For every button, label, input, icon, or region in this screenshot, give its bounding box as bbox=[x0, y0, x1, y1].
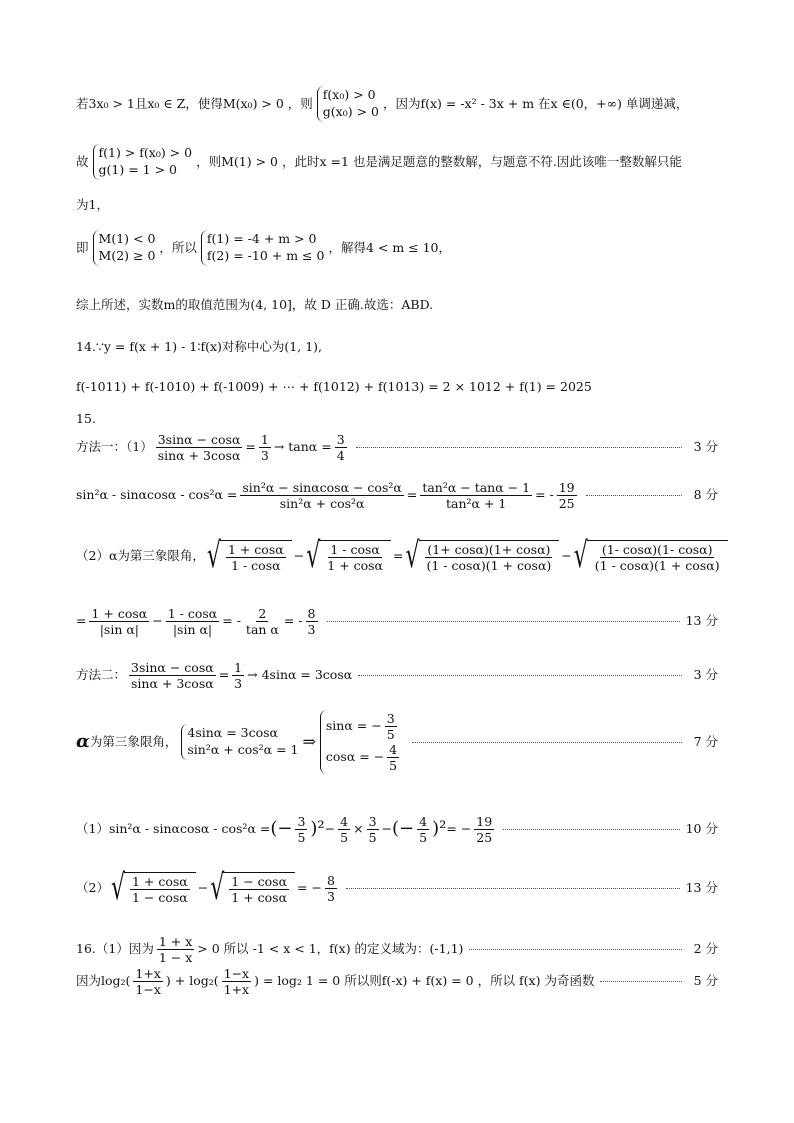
method-label: 方法二： bbox=[76, 667, 127, 683]
lhs: sin²α - sinαcosα - cos²α = bbox=[76, 487, 238, 503]
text: ) + log₂( bbox=[165, 973, 219, 989]
problem-14-line-2: f(-1011) + f(-1010) + f(-1009) + ⋯ + f(1012) + f(1013) = 2 × 1012 + f(1) = 2025 bbox=[76, 379, 592, 394]
equals: = - bbox=[283, 613, 303, 629]
system-row: sinα = − $\frac{3}{5}$ bbox=[325, 711, 395, 742]
fraction: $\frac{19}{25}$ bbox=[558, 480, 575, 511]
dot-leader bbox=[356, 447, 682, 448]
equals: = - bbox=[222, 613, 241, 629]
fraction: $\frac{1}{3}$ bbox=[234, 660, 243, 691]
system-row: M(2) ≥ 0 bbox=[98, 247, 156, 263]
fraction: $\frac{3\sin\alpha - \cos\alpha}{\sin\alpha + 3\cos\alpha}$ bbox=[131, 660, 214, 691]
score: 13 分 bbox=[685, 613, 718, 629]
solution-system bbox=[320, 710, 402, 774]
square-root: √ $\frac{1 + \cos\alpha}{1 - \cos\alpha}$ bbox=[207, 540, 292, 573]
solution-line-5: 综上所述，实数m的取值范围为(4, 10]，故 D 正确.故选：ABD. bbox=[76, 297, 434, 312]
square-root: √ $\frac{1 - \cos\alpha}{1 + \cos\alpha}$ bbox=[210, 872, 295, 905]
system-row: g(1) = 1 > 0 bbox=[98, 161, 177, 177]
score: 10 分 bbox=[685, 821, 718, 837]
text: 故 bbox=[76, 153, 89, 169]
system-row: sin²α + cos²α = 1 bbox=[187, 742, 299, 757]
solution-line-3: 为1， bbox=[76, 197, 109, 212]
system-row: f(x₀) > 0 bbox=[322, 87, 376, 102]
square-root: √ $\frac{1 + \cos\alpha}{1 - \cos\alpha}$ bbox=[111, 872, 196, 905]
method-1-part-2-result: = $\frac{1 + \cos\alpha}{\text{|sin α|}}$ − $\frac{1 - \cos\alpha}{\text{|sin α|}}$ = - $\frac{2}{\text{tan α}}$ = - $\frac{8}{3}$ 13 分 bbox=[76, 606, 718, 637]
equals: = - bbox=[535, 487, 554, 503]
equals: = bbox=[218, 667, 230, 683]
method-2-part-1: （1） sin²α - sinαcosα - cos²α = (− $\frac{3}{5}$ )² − $\frac{4}{5}$ × $\frac{3}{5}$ − (− $\frac{4}{5}$ )² = − $\frac{19}{25}$ 10 分 bbox=[76, 814, 718, 845]
score: 13 分 bbox=[685, 880, 718, 896]
text: ) = log₂ 1 = 0 所以则f(-x) + f(x) = 0 ，所以 f(x) 为奇函数 bbox=[254, 973, 595, 989]
fraction: $\frac{1-x}{1+x}$ bbox=[223, 966, 250, 997]
method-1-part-1 bbox=[76, 432, 718, 463]
method-label: （2）α为第三象限角， bbox=[76, 548, 205, 564]
system-row: M(1) < 0 bbox=[98, 231, 156, 246]
text: > 0 所以 -1 < x < 1，f(x) 的定义域为：(-1,1) bbox=[197, 941, 464, 957]
score: 7 分 bbox=[693, 733, 718, 749]
inequality-system bbox=[93, 230, 156, 266]
solution-line-1 bbox=[76, 86, 718, 122]
method-label: 方法一：（1） bbox=[76, 439, 153, 455]
part-label: （1） bbox=[76, 821, 109, 837]
dot-leader bbox=[412, 742, 682, 743]
fraction: $\frac{8}{3}$ bbox=[307, 606, 316, 637]
fraction: $\frac{4}{5}$ bbox=[340, 814, 349, 845]
text: ，因为f(x) = -x² - 3x + m 在x ∈(0，+∞) 单调递减， bbox=[383, 95, 689, 111]
equals: = bbox=[406, 487, 418, 503]
score: 5 分 bbox=[693, 973, 718, 989]
fraction: $\frac{1}{3}$ bbox=[260, 432, 269, 463]
fraction: $\frac{1 + x}{1 - x}$ bbox=[158, 934, 193, 965]
problem-14-line-1: 14.∵y = f(x + 1) - 1∶f(x)对称中心为(1, 1), bbox=[76, 339, 323, 354]
square-root: √ $\frac{(1- \cos\alpha)(1- \cos\alpha)}{(1 - \cos\alpha)(1 + \cos\alpha)}$ bbox=[574, 540, 728, 573]
part-label: （2） bbox=[76, 880, 109, 896]
score: 3 分 bbox=[693, 667, 718, 683]
text: ，解得4 < m ≤ 10， bbox=[328, 239, 452, 255]
dot-leader bbox=[600, 981, 682, 982]
system-row: cosα = − $\frac{4}{5}$ bbox=[325, 742, 398, 773]
implies-arrow: ⇒ bbox=[302, 731, 316, 751]
fraction: $\frac{4}{5}$ bbox=[419, 814, 428, 845]
fraction: $\frac{\text{tan²α − tanα − 1}}{\text{tan²α + 1}}$ bbox=[422, 480, 531, 511]
text: 若3x₀ > 1且x₀ ∈ Z，使得M(x₀) > 0 ，则 bbox=[76, 95, 313, 111]
text: ，所以 bbox=[159, 239, 197, 255]
fraction: $\frac{3}{4}$ bbox=[336, 432, 345, 463]
dot-leader bbox=[327, 621, 680, 622]
square-root: √ $\frac{(1+ \cos\alpha)(1+ \cos\alpha)}{(1 - \cos\alpha)(1 + \cos\alpha)}$ bbox=[405, 540, 559, 573]
problem-16-line-1 bbox=[76, 934, 718, 965]
dot-leader bbox=[358, 675, 682, 676]
method-2-line-2 bbox=[76, 710, 718, 774]
dot-leader bbox=[346, 888, 680, 889]
score: 8 分 bbox=[693, 487, 718, 503]
text: 为第三象限角， bbox=[89, 733, 178, 749]
equals: = bbox=[392, 548, 404, 564]
square-root: √ $\frac{1 - \cos\alpha}{1 + \cos\alpha}$ bbox=[306, 540, 391, 573]
score: 3 分 bbox=[693, 439, 718, 455]
solution-line-2 bbox=[76, 144, 718, 180]
inequality-system bbox=[317, 86, 379, 122]
fraction: $\frac{8}{3}$ bbox=[326, 873, 335, 904]
equals: = bbox=[245, 439, 256, 455]
fraction: $\frac{3\sin\alpha - \cos\alpha}{\sin\alpha + 3\cos\alpha}$ bbox=[157, 432, 241, 463]
result-text: → 4sinα = 3cosα bbox=[247, 667, 353, 683]
inequality-system bbox=[201, 230, 325, 266]
score: 2 分 bbox=[693, 941, 718, 957]
dot-leader bbox=[469, 949, 682, 950]
fraction: $\frac{1 + \cos\alpha}{\text{|sin α|}}$ bbox=[91, 606, 148, 637]
alpha-symbol: α bbox=[76, 730, 90, 752]
dot-leader bbox=[503, 829, 679, 830]
fraction: $\frac{19}{25}$ bbox=[476, 814, 493, 845]
method-1-part-2: （2）α为第三象限角， √ $\frac{1 + \cos\alpha}{1 - \cos\alpha}$ − √ $\frac{1 - \cos\alpha}{1 + \cos\alpha}$ = √ $\frac{(1+ \cos\alpha)(1+ \cos\alpha)}{(1 - \cos\alpha)(1 + \cos\alpha)}$ − √ $\frac{(1- \cos\alpha)(1- \cos\alpha)}{(1 - \cos\alpha)(1 + \cos\alpha)}$ bbox=[76, 540, 718, 573]
equation-system bbox=[181, 724, 298, 760]
fraction: $\frac{\text{sin²α − sinαcosα − cos²α}}{\text{sin²α + cos²α}}$ bbox=[242, 480, 402, 511]
text: ，则M(1) > 0 ，此时x =1 也是满足题意的整数解，与题意不符.因此该唯一整数解只能 bbox=[196, 153, 682, 169]
system-row: 4sinα = 3cosα bbox=[187, 725, 278, 741]
solution-line-4 bbox=[76, 230, 718, 266]
system-row: f(2) = -10 + m ≤ 0 bbox=[206, 247, 325, 263]
inequality-system bbox=[93, 144, 193, 180]
text: 因为log₂( bbox=[76, 973, 131, 989]
problem-16-line-2 bbox=[76, 966, 718, 997]
system-row: g(x₀) > 0 bbox=[322, 103, 379, 119]
fraction: $\frac{3}{5}$ bbox=[368, 814, 377, 845]
lhs: sin²α - sinαcosα - cos²α = bbox=[108, 821, 271, 837]
method-2-part-2: （2） √ $\frac{1 + \cos\alpha}{1 - \cos\alpha}$ − √ $\frac{1 - \cos\alpha}{1 + \cos\alpha}$ = − $\frac{8}{3}$ 13 分 bbox=[76, 868, 718, 909]
method-2-line-1 bbox=[76, 660, 718, 691]
method-1-part-1-line-2 bbox=[76, 480, 718, 511]
fraction: $\frac{3}{5}$ bbox=[297, 814, 306, 845]
fraction: $\frac{2}{\text{tan α}}$ bbox=[245, 606, 279, 637]
fraction: $\frac{1 - \cos\alpha}{\text{|sin α|}}$ bbox=[167, 606, 218, 637]
dot-leader bbox=[586, 495, 682, 496]
problem-15-label: 15. bbox=[76, 411, 96, 426]
system-row: f(1) = -4 + m > 0 bbox=[206, 231, 317, 246]
fraction: $\frac{1+x}{1-x}$ bbox=[135, 966, 161, 997]
text: 即 bbox=[76, 239, 89, 255]
system-row: f(1) > f(x₀) > 0 bbox=[98, 145, 193, 160]
text: 16.（1）因为 bbox=[76, 941, 154, 957]
arrow-text: → tanα = bbox=[273, 439, 332, 455]
